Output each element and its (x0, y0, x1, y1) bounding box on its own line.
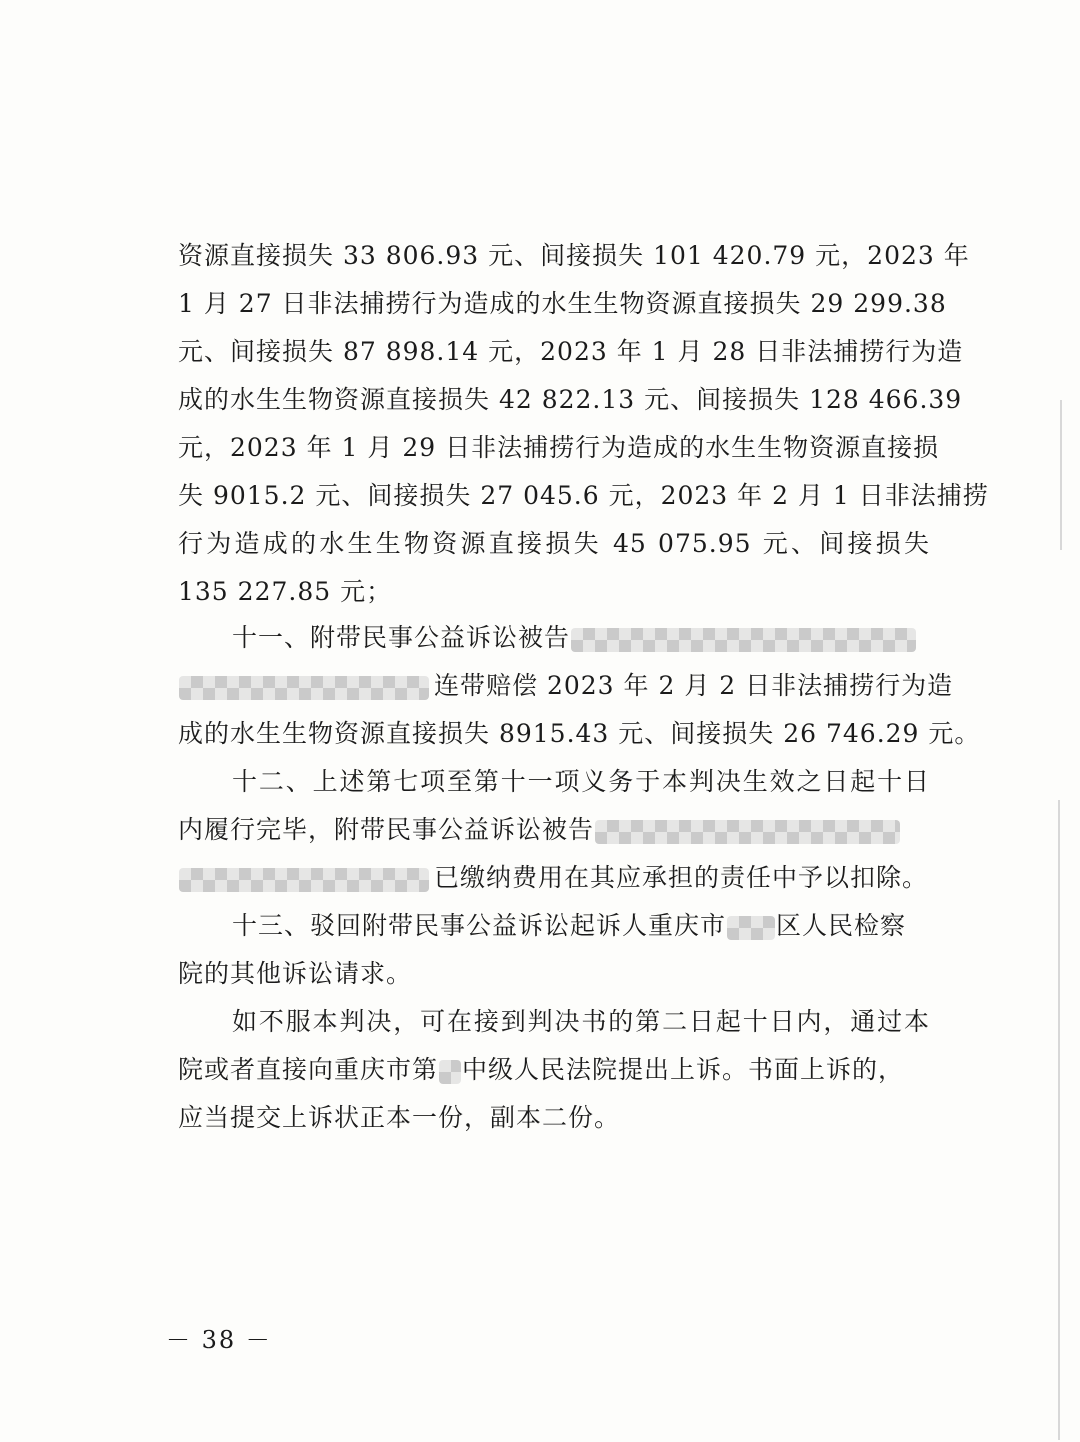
item-11-prefix: 十一、附带民事公益诉讼被告 (232, 623, 571, 652)
item-13-line-1 (232, 902, 930, 950)
appeal-prefix: 院或者直接向重庆市第 (178, 1055, 439, 1084)
item-11-line-3: 成的水生生物资源直接损失 8915.43 元、间接损失 26 746.29 元。 (178, 719, 981, 748)
paragraph-line: 135 227.85 元； (178, 577, 393, 606)
item-12-prefix: 内履行完毕，附带民事公益诉讼被告 (178, 815, 595, 844)
item-11-suffix: 连带赔偿 2023 年 2 月 2 日非法捕捞行为造 (434, 671, 954, 700)
item-13-suffix: 区人民检察 (776, 911, 907, 940)
redaction-block (571, 628, 916, 652)
item-13-prefix: 十三、驳回附带民事公益诉讼起诉人重庆市 (232, 911, 727, 940)
paragraph-line: 元、间接损失 87 898.14 元，2023 年 1 月 28 日非法捕捞行为造 (178, 337, 964, 366)
appeal-line-1: 如不服本判决，可在接到判决书的第二日起十日内，通过本 (232, 1007, 930, 1036)
redaction-block (595, 820, 900, 844)
paragraph-line: 元，2023 年 1 月 29 日非法捕捞行为造成的水生生物资源直接损 (178, 433, 940, 462)
redaction-block (179, 868, 429, 892)
paragraph-line: 资源直接损失 33 806.93 元、间接损失 101 420.79 元，2023 年 (178, 241, 970, 270)
redaction-block (179, 676, 429, 700)
item-12-line-1: 十二、上述第七项至第十一项义务于本判决生效之日起十日 (232, 767, 930, 796)
redaction-block (727, 916, 775, 940)
scan-edge-line (1058, 800, 1060, 1440)
item-13-line-2: 院的其他诉讼请求。 (178, 959, 413, 988)
paragraph-line: 行为造成的水生生物资源直接损失 45 075.95 元、间接损失 (178, 529, 930, 558)
item-12-suffix: 已缴纳费用在其应承担的责任中予以扣除。 (434, 863, 929, 892)
redaction-block (439, 1060, 461, 1084)
paragraph-line: 失 9015.2 元、间接损失 27 045.6 元，2023 年 2 月 1 日非法捕捞 (178, 481, 989, 510)
item-12-line-2 (178, 806, 930, 854)
page-number: － 38 － (166, 1326, 272, 1354)
item-12-line-3 (178, 854, 930, 902)
appeal-line-3: 应当提交上诉状正本一份，副本二份。 (178, 1103, 621, 1132)
item-11-line-2 (178, 662, 954, 710)
scan-edge-line (1060, 400, 1062, 550)
appeal-line-2 (178, 1046, 930, 1094)
paragraph-line: 1 月 27 日非法捕捞行为造成的水生生物资源直接损失 29 299.38 (178, 289, 947, 318)
paragraph-line: 成的水生生物资源直接损失 42 822.13 元、间接损失 128 466.39 (178, 385, 963, 414)
appeal-suffix: 中级人民法院提出上诉。书面上诉的， (462, 1055, 905, 1084)
item-11-line-1 (232, 614, 930, 662)
